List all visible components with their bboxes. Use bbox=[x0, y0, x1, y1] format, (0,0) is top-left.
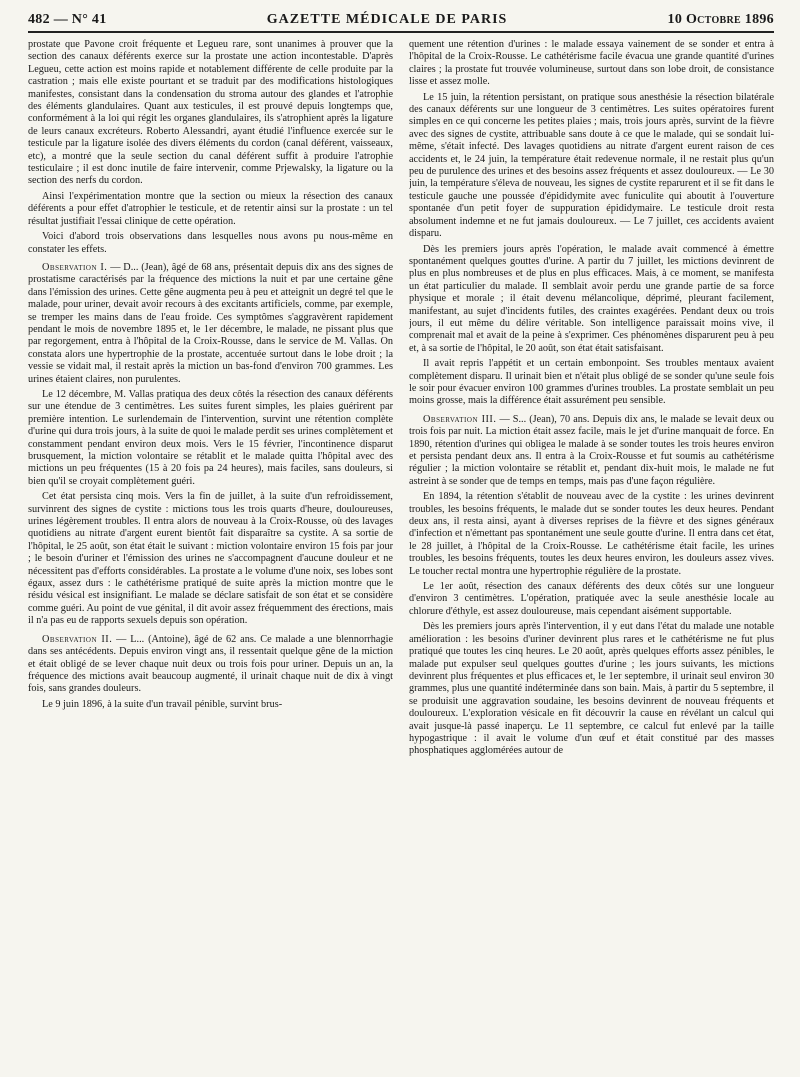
paragraph-text: Voici d'abord trois observations dans lesquelles nous avons pu nous-même en constater les effets. bbox=[28, 231, 393, 255]
paragraph-text: Ainsi l'expérimentation montre que la section ou mieux la résection des canaux déférents a pour effet d'atrophier le testicule, et de retentir ainsi sur la prostate : un tel résultat justifiait l'essai clinique de cette opération. bbox=[28, 190, 393, 227]
paragraph bbox=[28, 491, 393, 627]
paragraph-text: Il avait repris l'appétit et un certain embonpoint. Ses troubles mentaux avaient complètement disparu. Il urinait bien et n'était plus obligé de se sonder qu'une seule fois le soir pour évacuer environ 100 grammes d'urines troubles. La prostate semblait un peu moins grosse, mais la différence était assurément peu sensible. bbox=[409, 358, 774, 407]
paragraph bbox=[28, 699, 393, 711]
paragraph bbox=[28, 634, 393, 696]
paragraph bbox=[409, 244, 774, 356]
text-columns bbox=[28, 39, 774, 1075]
paragraph-text: Le 9 juin 1896, à la suite d'un travail pénible, survint brus- bbox=[42, 698, 283, 710]
paragraph-text: Le 12 décembre, M. Vallas pratiqua des deux côtés la résection des canaux déférents sur une étendue de 3 centimètres. Les suites furent simples, les plaies guérirent par première intention. Le surlendemain de l'intervention, survint une rétention complète d'urine qui dura trois jours, à la suite de quoi le malade perdit ses urines complètement et constamment pendant environ deux mois. Vers le 15 février, l'incontinence disparut brusquement, la miction volontaire se rétablit et le malade quitta l'hôpital avec des mictions un peu fréquentes (15 à 20 fois pa 24 heures), mais faciles, sans douleurs, si bien qu'il se croyait complètement guéri. bbox=[28, 388, 393, 487]
left-column bbox=[28, 39, 393, 1075]
paragraph-text: — L... (Antoine), âgé de 62 ans. Ce malade a une blennorrhagie dans ses antécédents. Depuis environ vingt ans, il ressentait quelque gêne de la miction et était obligé de se lever chaque nuit deux ou trois fois pour uriner. Depuis un an, la fréquence des mictions avait beaucoup augmenté, il urinait chaque nuit de dix à vingt fois, sans grandes douleurs. bbox=[28, 633, 393, 695]
paragraph bbox=[28, 389, 393, 488]
paragraph bbox=[409, 39, 774, 89]
paragraph bbox=[28, 191, 393, 228]
paragraph-text: Cet état persista cinq mois. Vers la fin de juillet, à la suite d'un refroidissement, survinrent des signes de cystite : mictions tous les trois quarts d'heure, douloureuses, urines légèrement troubles. Il entra alors de nouveau à la Croix-Rousse, où des lavages quotidiens au nitrate d'argent eurent bientôt fait disparaître sa cystite. A sa sortie de l'hôpital, le 25 août, son état était le suivant : miction volontaire environ 15 fois par jour ; le besoin d'uriner et l'émission des urines ne s'accompagnent d'aucune douleur et ne nécessitent pas d'efforts considérables. La prostate a le volume d'une noix, ses lobes sont égaux, assez durs : le cathétérisme pratiqué de suite après la miction montre que le résidu vésical est insignifiant. Le malade se déclare satisfait de son état et se considère comme guéri. Au point de vue génital, il dit avoir assez fréquemment des érections, mais il n'a pas eu de rapports sexuels depuis son opération. bbox=[28, 491, 393, 627]
paragraph bbox=[28, 39, 393, 188]
issue-date: 10 Octobre 1896 bbox=[667, 12, 774, 27]
paragraph-text: quement une rétention d'urines : le malade essaya vainement de se sonder et entra à l'hôpital de la Croix-Rousse. Le cathétérisme facile évacua une grande quantité d'urines claires ; la prostate fut trouvée volumineuse, surtout dans son lobe droit, de consistance lisse et assez molle. bbox=[409, 39, 774, 88]
observation-heading: Observation II. bbox=[42, 633, 113, 645]
right-column bbox=[409, 39, 774, 1075]
paragraph-text: Le 15 juin, la rétention persistant, on pratique sous anesthésie la résection bilatérale des canaux déférents sur une longueur de 3 centimètres. Les suites opératoires furent simples en ce qui concerne les petites plaies ; mais, trois jours après, survint de la fièvre avec des signes de cystite, attribuable sans doute à ce que le malade, qui se sondait lui-même, s'était infecté. Des lavages quotidiens au nitrate d'argent eurent raison de ces accidents et, le 24 juin, la température était redevenue normale, il ne restait plus qu'un peu de purulence des urines et des besoins assez fréquents et assez douloureux. — Le 30 juin, la température s'éleva de nouveau, les signes de cystite reparurent et il se fit dans le testicule gauche une poussée d'épididymite avec funiculite qui aboutit à l'ouverture spontanée d'un petit foyer de suppuration épididymaire. Le testicule droit resta absolument indemne et ne fut jamais douloureux. — Le 7 juillet, ces accidents avaient disparu. bbox=[409, 91, 774, 240]
paragraph bbox=[409, 92, 774, 241]
paragraph bbox=[409, 358, 774, 408]
paragraph bbox=[409, 414, 774, 488]
paragraph-text: En 1894, la rétention s'établit de nouveau avec de la cystite : les urines devinrent troubles, les besoins fréquents, le malade dut se sonder toutes les deux heures. Pendant deux ans, il resta ainsi, ayant à diverses reprises de la fièvre et des signes généraux d'infection et n'émettant pas spontanément une seule goutte d'urine. Il entra dans cet état, le 28 juillet, à l'hôpital de la Croix-Rousse. Le cathétérisme était facile, les urines troubles, les besoins fréquents, toutes les deux heures environ, les douleurs assez vives. Le toucher rectal montra une hypertrophie régulière de la prostate. bbox=[409, 491, 774, 577]
paragraph-text: Dès les premiers jours après l'opération, le malade avait commencé à émettre spontanément quelques gouttes d'urine. A partir du 7 juillet, les mictions devinrent de plus en plus nombreuses et de plus en plus efficaces. Mais, à ce moment, se manifesta un état particulier du malade. Il semblait avoir perdu une grande partie de sa force physique et morale ; il était devenu mélancolique, déprimé, pleurant facilement, manifestant, au sujet d'incidents futiles, des craintes exagérées. Pendant deux ou trois jours, il eut même du délire véritable. Son intelligence paraissait moins vive, il comprenait mal et avait de la peine à s'exprimer. Ces phénomènes disparurent peu à peu et, à sa sortie de l'hôpital, le 20 août, son état était satisfaisant. bbox=[409, 243, 774, 354]
paragraph-text: — D... (Jean), âgé de 68 ans, présentait depuis dix ans des signes de prostatisme caractérisés par la fréquence des mictions la nuit et par une certaine gêne dans l'émission des urines. Cette gêne augmenta peu à peu et atteignit un degré tel que le malade, pour uriner, devait avoir recours à des excitants artificiels, comme, par exemple, se tremper les mains dans de l'eau froide. Ces symptômes s'aggravèrent rapidement pendant le mois de novembre 1895 et, le 1er décembre, le malade, ne pissant plus que par regorgement, entra à l'hôpital de la Croix-Rousse, dans le service de M. Vallas. On constata alors une hypertrophie de la prostate, accentuée surtout dans le lobe droit ; la vessie se vidait mal, il restait après la miction un bas-fond d'environ 700 grammes. Les urines étaient claires, non purulentes. bbox=[28, 261, 393, 385]
paragraph bbox=[28, 231, 393, 256]
paragraph bbox=[409, 491, 774, 578]
paragraph-text: Le 1er août, résection des canaux déférents des deux côtés sur une longueur d'environ 3 centimètres. L'opération, pratiquée avec la seule anesthésie locale au chlorure d'éthyle, est assez douloureuse, mais cependant aisément supportable. bbox=[409, 581, 774, 617]
paragraph-text: prostate que Pavone croit fréquente et Legueu rare, sont unanimes à prouver que la section des canaux déférents exerce sur la prostate une action incontestable. D'après Legueu, cette action est moins rapide et notablement différente de celle produite par la castration ; mais elle existe pourtant et se traduit par des modifications histologiques manifestes, consistant dans la condensation du stroma autour des glandes et l'atrophie des éléments glandulaires. Quant aux testicules, il est prouvé depuis longtemps que, conformément à la loi qui régit les organes glandulaires, ils s'atrophient après la ligature de leurs canaux excréteurs. Roberto Alessandri, ayant étudié l'influence exercée sur le testicule par la ligature isolée des divers éléments du cordon (canal déférent, vaisseaux, etc), a montré que la seule section du canal déférent suffit à produire l'atrophie testiculaire ; il est donc inutile de faire intervenir, comme Prjewalsky, la ligature ou la section des nerfs du cordon. bbox=[28, 39, 393, 187]
paragraph bbox=[409, 621, 774, 757]
paragraph-text: Dès les premiers jours après l'intervention, il y eut dans l'état du malade une notable amélioration : les besoins d'uriner devinrent plus rares et le cathétérisme ne fut plus pratiqué que toutes les cinq heures. Le 20 août, après quelques efforts assez pénibles, le malade put expulser seul quelques gouttes d'urine ; les jours suivants, les mictions devinrent plus fréquentes et plus efficaces et, le 1er septembre, il urinait seul environ 30 grammes, plus une quantité indéterminée dans son bain. Mais, à partir du 5 septembre, il se produisit une aggravation soudaine, les besoins devinrent de nouveau fréquents et douloureux. L'exploration vésicale en fit découvrir la cause en révélant un calcul qui avait jusque-là passé inaperçu. Le 11 septembre, ce calcul fut enlevé par la taille hypogastrique : il avait le volume d'un œuf et était constitué par des masses phosphatiques agglomérées autour de bbox=[409, 621, 774, 757]
observation-heading: Observation I. bbox=[42, 261, 108, 273]
paragraph-text: — S... (Jean), 70 ans. Depuis dix ans, le malade se levait deux ou trois fois par nuit. La miction était assez facile, mais le jet d'urine manquait de force. En 1890, rétention d'urines qui obligea le malade à se sonder toutes les trois heures environ et persista pendant deux ans. Il entra à la Croix-Rousse et fut soumis au cathétérisme régulier ; la miction volontaire se rétablit et, pendant dix-huit mois, le malade ne fut astreint à se sonder que de temps en temps, mais pas d'une façon régulière. bbox=[409, 413, 774, 487]
page-number: 482 — N° 41 bbox=[28, 12, 107, 27]
paragraph bbox=[28, 262, 393, 386]
journal-title: GAZETTE MÉDICALE DE PARIS bbox=[266, 12, 508, 27]
observation-heading: Observation III. bbox=[423, 413, 497, 425]
paragraph bbox=[409, 581, 774, 618]
page-header bbox=[28, 12, 774, 33]
